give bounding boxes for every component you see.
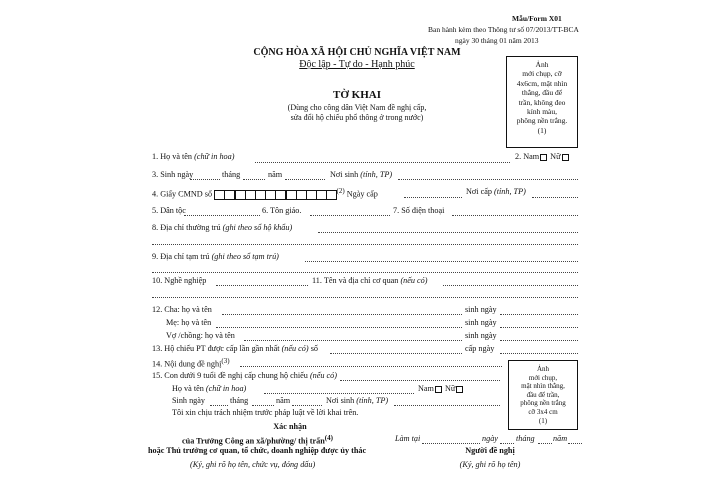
issued-by-circular: Ban hành kèm theo Thông tư số 07/2013/TT-BCA [428,25,579,34]
field-7-label: 7. Số điện thoại [393,206,445,215]
photo-box-line: mới chụp, cỡ [522,69,562,79]
child-birth-year-input[interactable] [292,405,322,406]
made-year-input[interactable] [568,443,582,444]
photo-box-line: (1) [537,125,547,135]
field-4-issue-place-hint: (tỉnh, TP) [493,187,526,196]
confirmation-line2: hoặc Thủ trưởng cơ quan, tổ chức, doanh nghiệp được ủy thác [148,446,367,455]
field-14-label: 14. Nội dung đề nghị [152,359,222,369]
child-birth-label: Sinh ngày [172,396,205,405]
spouse-name-input[interactable] [244,340,462,341]
field-5-label: 5. Dân tộc [152,206,186,215]
field-3-place-hint: (tỉnh, TP) [360,170,393,179]
field-13-hint: (nếu có) [281,344,309,353]
child-birth-place-input[interactable] [394,405,500,406]
temporary-address-input[interactable] [305,261,578,262]
child-place-hint: (tỉnh, TP) [356,396,389,405]
country-name: CỘNG HÒA XÃ HỘI CHỦ NGHĨA VIỆT NAM [253,47,461,58]
field-10-label: 10. Nghề nghiệp [152,276,207,285]
confirmation-note: (4) [324,434,333,442]
field-2-row [515,152,570,161]
religion-input[interactable] [310,215,390,216]
female-checkbox[interactable] [562,154,569,161]
field-11-label: 11. Tên và địa chỉ cơ quan [312,276,399,285]
field-6-label: 6. Tôn giáo. [262,206,302,215]
child-month-label: tháng [230,396,249,405]
field-4-place-row [466,187,526,196]
field-13-label: 13. Hộ chiếu PT được cấp lần gần nhất [152,344,280,353]
field-9-row [152,252,279,261]
child-place-row [326,396,388,405]
confirmation-line1 [182,434,333,446]
photo-box-line: mới chụp, [528,373,558,382]
field-13-no-label: số [310,344,318,353]
field-4-issue-date-label: Ngày cấp [346,189,378,199]
form-title: TỜ KHAI [333,89,381,101]
photo-box-line: đầu để trần, [526,390,560,399]
field-4-row [152,187,378,200]
applicant-title: Người đề nghị [465,446,515,455]
confirmation-title: Xác nhận [273,422,307,431]
spouse-birth-label: sinh ngày [465,331,497,340]
temporary-address-input-line2[interactable] [152,272,578,273]
photo-box-line: phông nền trắng. [516,116,568,126]
field-4-note: (2) [336,187,345,195]
male-checkbox[interactable] [540,154,547,161]
child-place-label: Nơi sinh [326,396,355,405]
photo-box-line: 4x6cm, mặt nhìn [516,78,568,88]
field-3-place-row [330,170,392,179]
form-purpose-line1: (Dùng cho công dân Việt Nam đề nghị cấp, [287,103,427,112]
commitment-text: Tôi xin chịu trách nhiệm trước pháp luật về lời khai trên. [172,408,359,417]
photo-box-line: mặt nhìn thẳng, [521,382,565,391]
child-male-label: Nam [418,384,434,393]
birth-day-input[interactable] [190,179,220,180]
id-number-cells[interactable] [214,190,336,200]
field-1-input[interactable] [255,162,510,163]
field-15-label: 15. Con dưới 9 tuổi đề nghị cấp chung hộ chiếu [152,371,308,380]
field-12-father-label: 12. Cha: họ và tên [152,305,212,314]
field-8-label: 8. Địa chỉ thường trú [152,223,221,232]
permanent-address-input[interactable] [318,232,578,233]
photo-box-3x4 [508,360,578,430]
field-11-row [312,276,428,285]
field-14-note: (3) [221,357,230,365]
workplace-input-line2[interactable] [152,297,578,298]
photo-box-line: trần, không đeo [518,97,566,107]
field-1-label: 1. Họ và tên [152,152,193,161]
birth-place-input[interactable] [398,179,578,180]
child-year-label: năm [276,396,291,405]
father-birth-input[interactable] [500,314,578,315]
photo-box-line: thẳng, đầu để [521,88,563,98]
child-gender-row [418,384,464,393]
field-15-row [152,371,337,380]
child-name-hint: (chữ in hoa) [205,384,247,393]
father-birth-label: sinh ngày [465,305,497,314]
child-birth-day-input[interactable] [210,405,228,406]
photo-box-line: phông nền trắng [520,399,566,408]
occupation-input[interactable] [216,285,308,286]
female-label: Nữ [550,152,561,161]
made-at-input[interactable] [422,443,480,444]
child-info-input[interactable] [340,380,500,381]
field-3-month-label: tháng [222,170,241,179]
child-name-label: Họ và tên [172,384,204,393]
field-3-birth-label: 3. Sinh ngày [152,170,194,179]
made-day-input[interactable] [500,443,514,444]
photo-box-line: kính màu, [527,107,557,117]
field-3-year-label: năm [268,170,283,179]
id-issue-date-input[interactable] [404,197,462,198]
child-female-label: Nữ [444,384,456,393]
field-12-mother-label: Mẹ: họ và tên [166,318,212,327]
workplace-input[interactable] [443,285,578,286]
field-13-row [152,344,318,353]
photo-box-4x6 [506,56,578,148]
birth-year-input[interactable] [285,179,325,180]
field-9-label: 9. Địa chỉ tạm trú [152,252,210,261]
field-12-spouse-label: Vợ /chồng: họ và tên [166,331,235,340]
national-motto: Độc lập - Tự do - Hạnh phúc [299,59,415,70]
made-year-label: năm [553,434,568,443]
id-issue-place-input[interactable] [532,197,578,198]
field-15-hint: (nếu có) [309,371,337,380]
phone-input[interactable] [452,215,578,216]
ethnicity-input[interactable] [184,215,260,216]
spouse-birth-input[interactable] [500,340,578,341]
child-birth-month-input[interactable] [252,405,274,406]
permanent-address-input-line2[interactable] [152,244,578,245]
child-name-row [172,384,246,393]
made-month-label: tháng [516,434,535,443]
child-male-checkbox[interactable] [435,386,442,393]
field-13-issue-date-label: cấp ngày [465,344,495,353]
field-2-label: 2. Nam [515,152,540,161]
applicant-sign-note: (Ký, ghi rõ họ tên) [459,460,521,469]
made-month-input[interactable] [538,443,552,444]
father-name-input[interactable] [222,314,462,315]
photo-box-line: Ảnh [535,60,549,69]
field-14-row [152,357,230,369]
request-content-input[interactable] [240,366,502,367]
field-1-row [152,152,234,161]
confirmation-sign-note: (Ký, ghi rõ họ tên, chức vụ, đóng dấu) [190,460,316,469]
photo-box-line: cỡ 3x4 cm [528,407,558,416]
photo-box-line: (1) [538,416,548,425]
mother-birth-input[interactable] [500,327,578,328]
form-purpose-line2: sửa đổi hộ chiếu phổ thông ở trong nước) [290,113,424,122]
field-4-label: 4. Giấy CMND số [152,189,213,199]
form-number: Mẫu/Form X01 [512,14,562,23]
previous-passport-date-input[interactable] [500,353,578,354]
child-name-input[interactable] [264,393,414,394]
mother-name-input[interactable] [216,327,462,328]
issued-date: ngày 30 tháng 01 năm 2013 [455,36,539,45]
field-4-issue-place-label: Nơi cấp [466,187,492,196]
child-female-checkbox[interactable] [456,386,463,393]
made-day-label: ngày [482,434,498,443]
photo-box-line: Ảnh [536,365,550,373]
confirmation-authority: của Trưởng Công an xã/phường/ thị trấn [182,436,325,446]
made-at-label: Làm tại [395,434,421,443]
field-8-hint: (ghi theo sổ hộ khẩu) [222,223,293,232]
field-8-row [152,223,292,232]
field-9-hint: (ghi theo sổ tạm trú) [211,252,279,261]
mother-birth-label: sinh ngày [465,318,497,327]
field-3-place-label: Nơi sinh [330,170,359,179]
field-11-hint: (nếu có) [400,276,428,285]
birth-month-input[interactable] [243,179,265,180]
field-1-hint: (chữ in hoa) [194,152,235,161]
previous-passport-number-input[interactable] [330,353,462,354]
